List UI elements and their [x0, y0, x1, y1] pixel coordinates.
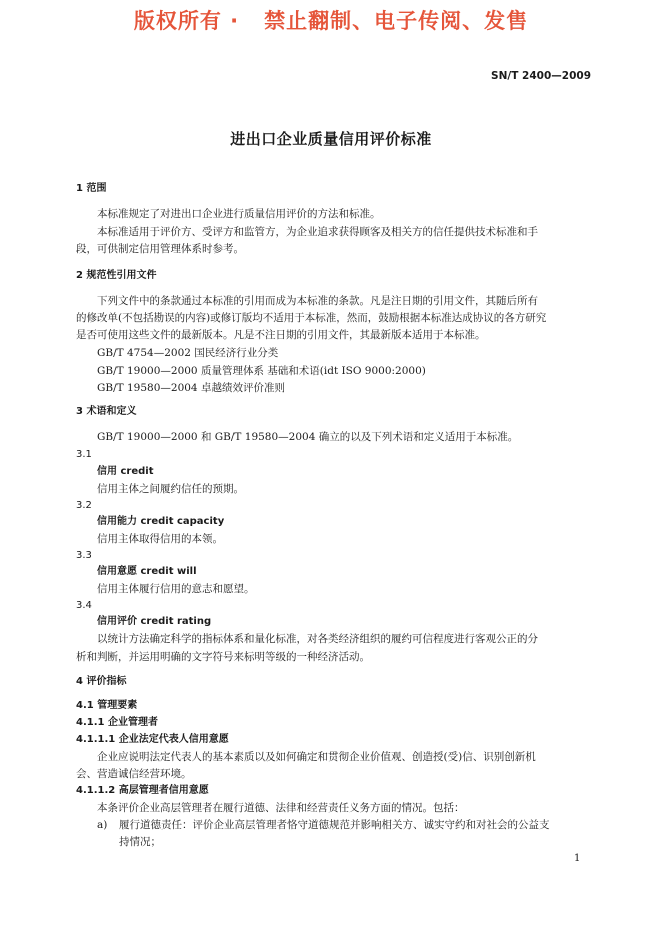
- term-number: 3.1: [76, 449, 92, 460]
- term-definition: 信用主体之间履约信任的预期。: [97, 483, 244, 495]
- section-3-heading: 3 术语和定义: [76, 406, 137, 417]
- section-1-paragraph: 本标准规定了对进出口企业进行质量信用评价的方法和标准。: [97, 208, 381, 220]
- term-definition: 析和判断，并运用明确的文字符号来标明等级的一种经济活动。: [76, 651, 370, 663]
- list-item-label: a): [97, 819, 108, 831]
- subsection-heading: 4.1.1.1 企业法定代表人信用意愿: [76, 734, 229, 745]
- term-name: 信用 credit: [97, 466, 154, 477]
- section-2-paragraph: 下列文件中的条款通过本标准的引用而成为本标准的条款。凡是注日期的引用文件，其随后所有: [97, 295, 538, 307]
- section-3-intro: GB/T 19000—2000 和 GB/T 19580—2004 确立的以及下列术语和定义适用于本标准。: [97, 431, 519, 443]
- subsection-heading: 4.1.1 企业管理者: [76, 717, 158, 728]
- copyright-watermark: 版权所有 · 禁止翻制、电子传阅、发售: [133, 9, 529, 33]
- page-number: 1: [574, 853, 581, 864]
- reference-item: GB/T 19000—2000 质量管理体系 基础和术语(idt ISO 9000:2000): [97, 365, 426, 377]
- term-number: 3.3: [76, 550, 92, 561]
- list-item-text: 履行道德责任：评价企业高层管理者恪守道德规范并影响相关方、诚实守约和对社会的公益支: [119, 819, 550, 831]
- section-1-paragraph: 本标准适用于评价方、受评方和监管方，为企业追求获得顾客及相关方的信任提供技术标准和手: [97, 226, 538, 238]
- term-definition: 信用主体取得信用的本领。: [97, 533, 223, 545]
- term-number: 3.2: [76, 500, 92, 511]
- standard-number: SN/T 2400—2009: [491, 70, 591, 82]
- document-title: 进出口企业质量信用评价标准: [230, 130, 432, 148]
- section-1-heading: 1 范围: [76, 183, 107, 194]
- section-4-heading: 4 评价指标: [76, 676, 127, 687]
- section-4-paragraph: 会、营造诚信经营环境。: [76, 768, 192, 780]
- term-name: 信用评价 credit rating: [97, 616, 212, 627]
- section-4-paragraph: 本条评价企业高层管理者在履行道德、法律和经营责任义务方面的情况。包括：: [97, 802, 465, 814]
- subsection-heading: 4.1.1.2 高层管理者信用意愿: [76, 785, 209, 796]
- section-1-paragraph: 段，可供制定信用管理体系时参考。: [76, 243, 244, 255]
- section-2-heading: 2 规范性引用文件: [76, 270, 157, 281]
- section-2-paragraph: 的修改单(不包括勘误的内容)或修订版均不适用于本标准，然而，鼓励根据本标准达成协议的各方研究: [76, 312, 547, 324]
- reference-item: GB/T 19580—2004 卓越绩效评价准则: [97, 382, 285, 394]
- term-name: 信用意愿 credit will: [97, 566, 197, 577]
- term-definition: 以统计方法确定科学的指标体系和量化标准，对各类经济组织的履约可信程度进行客观公正的分: [97, 633, 538, 645]
- subsection-heading: 4.1 管理要素: [76, 700, 138, 711]
- section-4-paragraph: 企业应说明法定代表人的基本素质以及如何确定和贯彻企业价值观、创造授(受)信、识别创新机: [97, 751, 536, 763]
- term-number: 3.4: [76, 600, 92, 611]
- list-item-text: 持情况；: [119, 836, 161, 848]
- term-name: 信用能力 credit capacity: [97, 516, 225, 527]
- reference-item: GB/T 4754—2002 国民经济行业分类: [97, 347, 279, 359]
- term-definition: 信用主体履行信用的意志和愿望。: [97, 583, 255, 595]
- section-2-paragraph: 是否可使用这些文件的最新版本。凡是不注日期的引用文件，其最新版本适用于本标准。: [76, 329, 486, 341]
